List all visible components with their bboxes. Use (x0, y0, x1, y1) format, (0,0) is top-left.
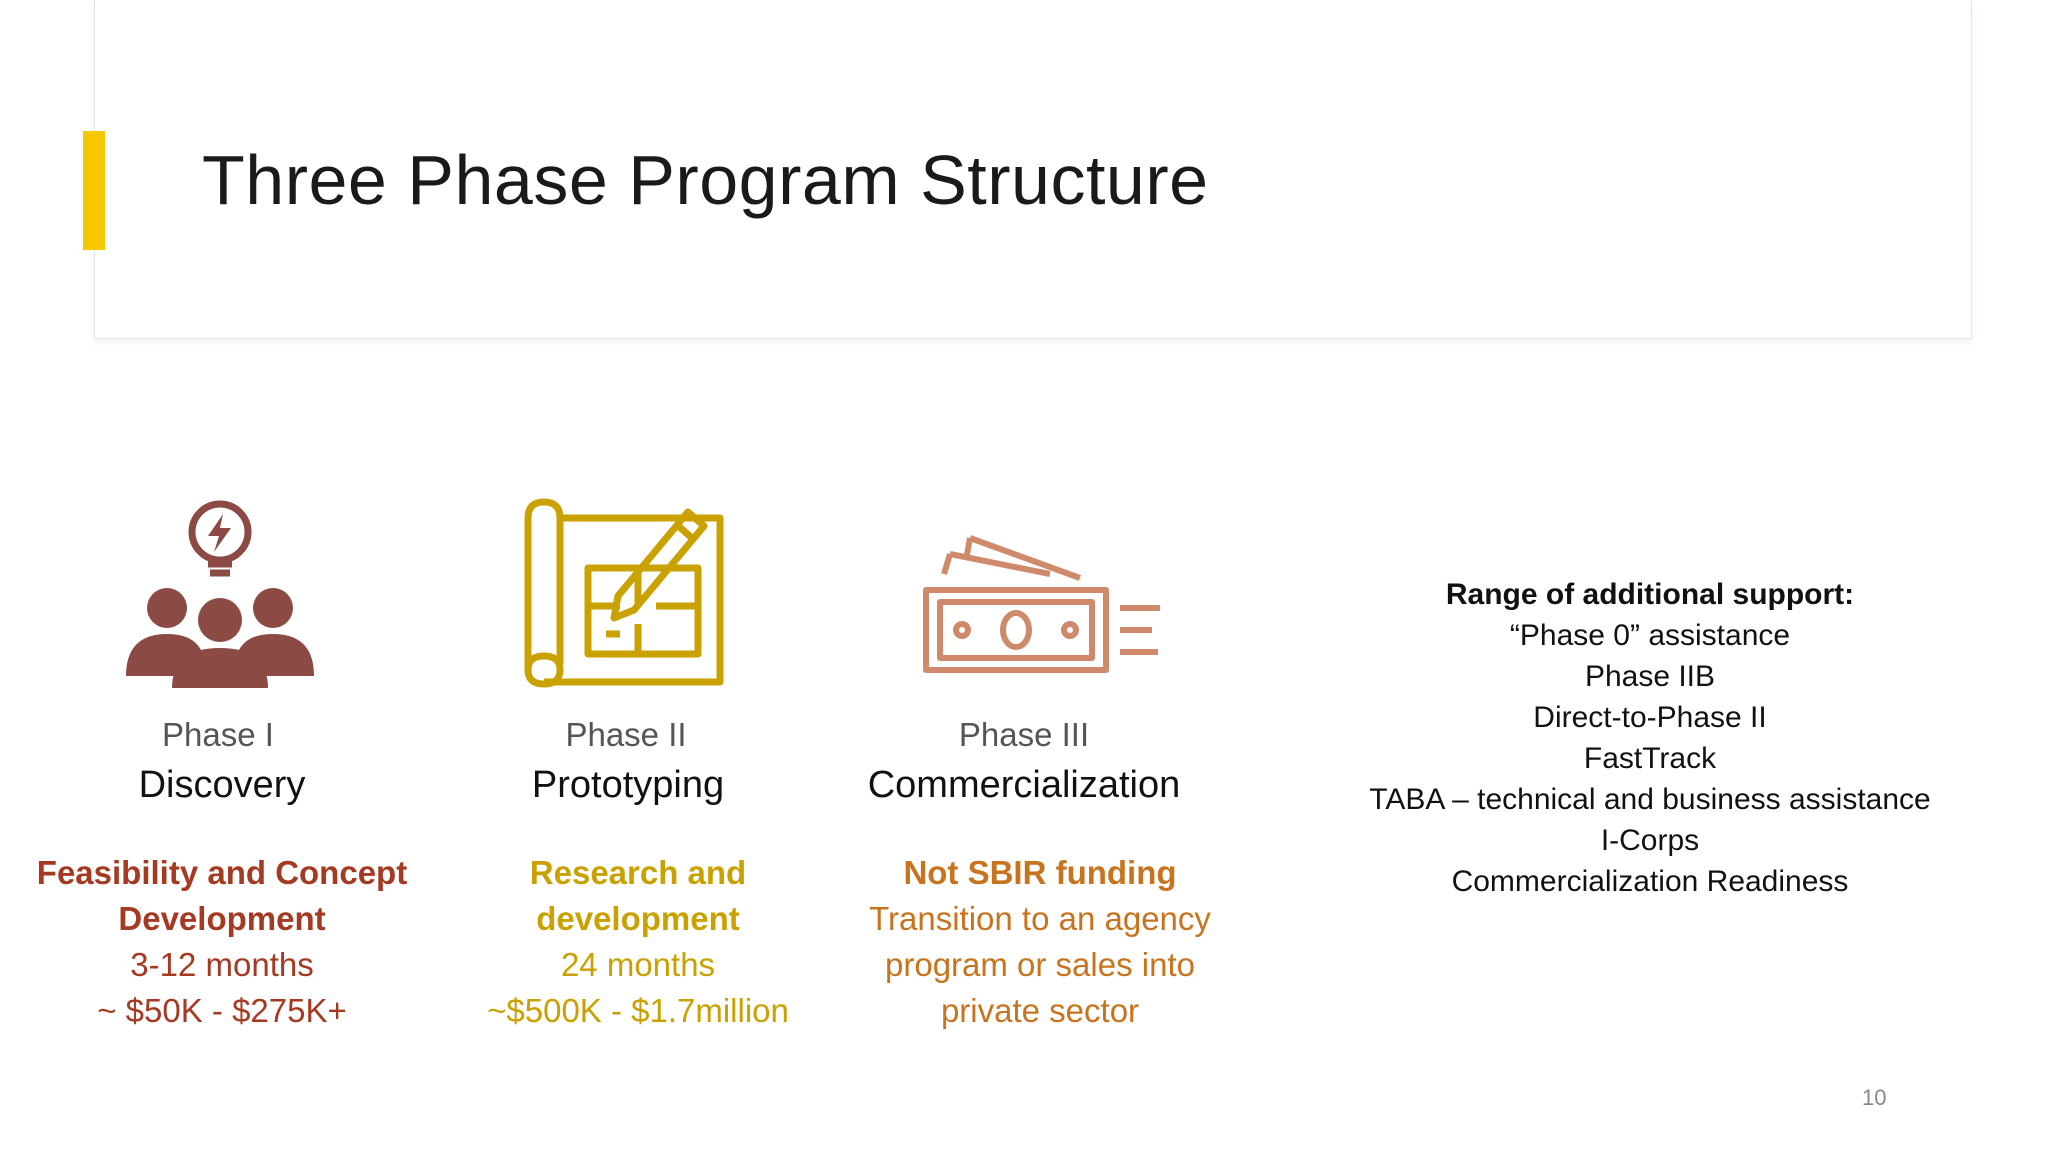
phase-1-label: Phase I (162, 716, 274, 753)
phase-2-duration: 24 months (560, 946, 716, 983)
phase-3-name: Commercialization (867, 764, 1181, 806)
support-item: “Phase 0” assistance (1509, 619, 1791, 652)
phase-3-detail-line: Transition to an agency (869, 900, 1211, 937)
phase-1-duration: 3-12 months (130, 946, 314, 983)
phase-3-detail-line: private sector (940, 992, 1140, 1029)
support-item: Direct-to-Phase II (1533, 701, 1767, 734)
support-item: TABA – technical and business assistance (1369, 783, 1931, 816)
phase-2-detail-line: development (536, 900, 740, 937)
phase-2-details (428, 850, 848, 1034)
phase-3-details (830, 850, 1250, 1034)
phase-2-label: Phase II (565, 716, 687, 753)
phase-1-detail-line: Development (118, 900, 326, 937)
phase-3-label: Phase III (958, 716, 1090, 753)
phase-3-detail-line: program or sales into (885, 946, 1195, 983)
phase-2-name: Prototyping (531, 764, 725, 806)
money-bills-icon (920, 530, 1170, 680)
additional-support (1330, 574, 1970, 902)
blueprint-pencil-icon (520, 494, 730, 694)
support-item: Commercialization Readiness (1451, 865, 1849, 898)
phase-1-name: Discovery (138, 764, 306, 806)
phase-1-funding: ~ $50K - $275K+ (97, 992, 347, 1029)
slide-title: Three Phase Program Structure (202, 141, 1209, 219)
accent-bar (83, 131, 105, 250)
phase-1-details (12, 850, 432, 1034)
phase-3-detail-line: Not SBIR funding (903, 854, 1177, 891)
support-item: I-Corps (1600, 824, 1700, 857)
people-lightbulb-icon (120, 492, 320, 692)
support-item: Phase IIB (1584, 660, 1716, 693)
phase-2-funding: ~$500K - $1.7million (487, 992, 789, 1029)
support-heading: Range of additional support: (1445, 578, 1855, 611)
support-item: FastTrack (1583, 742, 1717, 775)
phase-1-detail-line: Feasibility and Concept (36, 854, 408, 891)
page-number: 10 (1862, 1085, 1887, 1110)
phase-2-detail-line: Research and (529, 854, 747, 891)
